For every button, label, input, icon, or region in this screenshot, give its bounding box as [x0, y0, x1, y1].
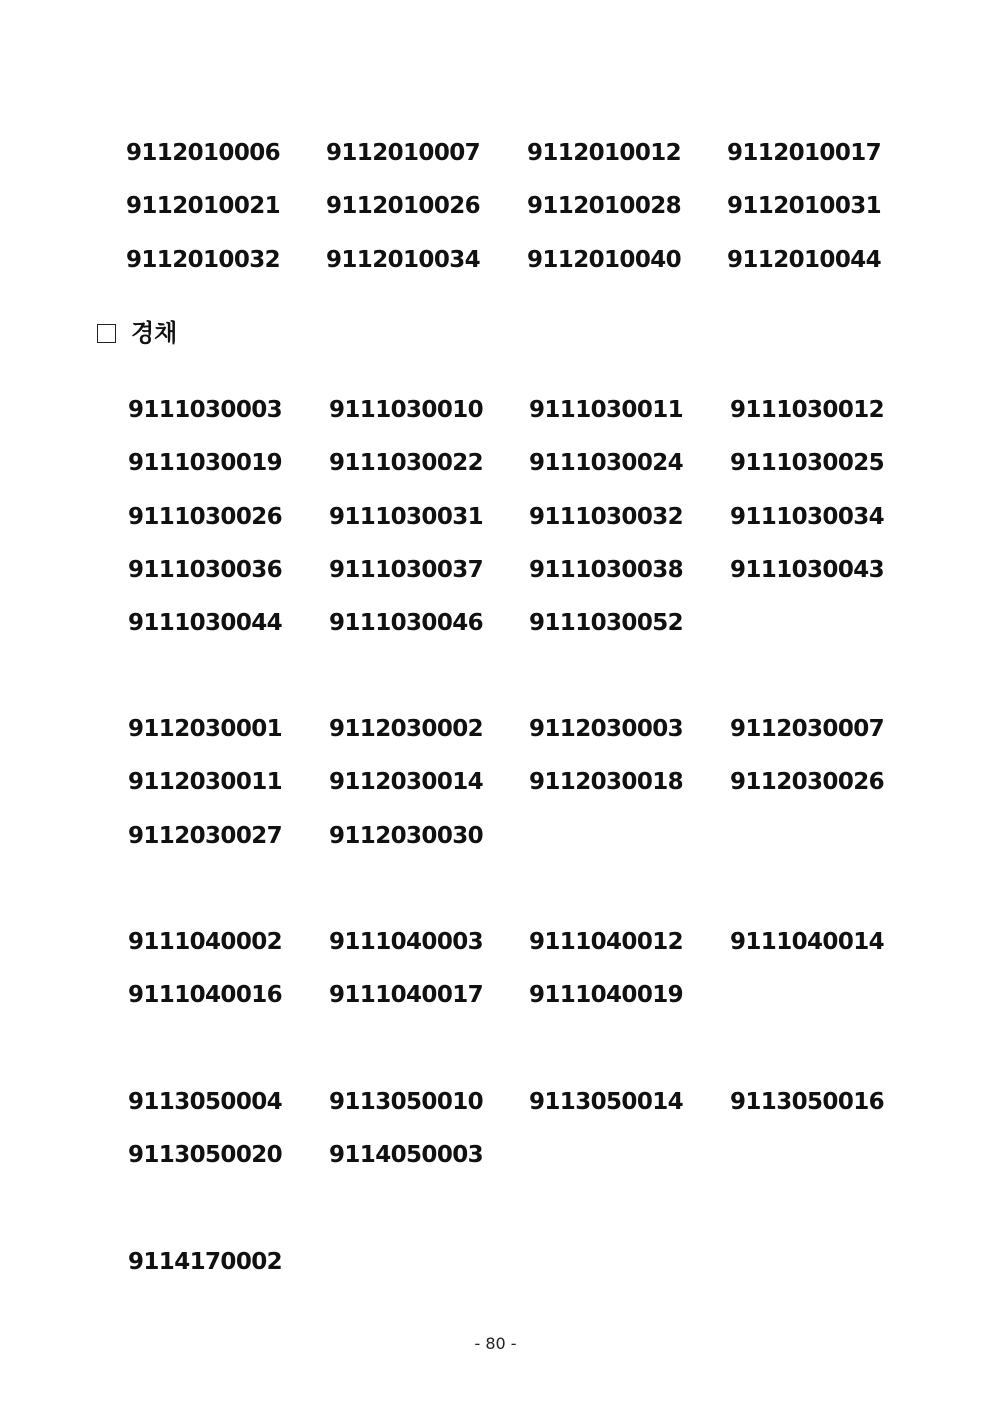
- section-heading: [97, 318, 177, 348]
- code-item: 9112030001: [128, 716, 283, 742]
- code-item: 9111040017: [329, 982, 484, 1009]
- code-item: 9113050010: [329, 1089, 484, 1115]
- code-item: 9114050003: [329, 1142, 484, 1169]
- code-item: 9111040016: [128, 982, 283, 1009]
- code-item: 9112030027: [128, 822, 283, 849]
- code-item: 9111040003: [329, 929, 484, 955]
- code-item: 9113050020: [128, 1142, 283, 1169]
- code-item: 9111040002: [128, 929, 283, 955]
- code-item: 9111030019: [128, 450, 283, 477]
- code-item: 9112030018: [529, 769, 684, 796]
- code-item: 9111040014: [730, 929, 885, 955]
- code-item: 9112030026: [730, 769, 885, 796]
- code-item: 9112030030: [329, 822, 484, 849]
- code-item: 9111030003: [128, 397, 283, 423]
- code-item: 9111030036: [128, 556, 283, 583]
- page-number: - 80 -: [474, 1334, 517, 1353]
- code-item: 9112010026: [326, 193, 481, 220]
- code-item: 9111030052: [529, 610, 684, 637]
- code-item: 9112030003: [529, 716, 684, 742]
- code-item: 9112010021: [126, 193, 281, 220]
- code-item: 9112010044: [727, 246, 882, 273]
- code-item: 9111030022: [329, 450, 484, 477]
- code-item: 9114170002: [128, 1249, 283, 1275]
- code-item: 9111030046: [329, 610, 484, 637]
- checkbox-icon: [97, 324, 116, 343]
- code-item: 9112010017: [727, 140, 882, 166]
- code-item: 9112010031: [727, 193, 882, 220]
- code-item: 9111030032: [529, 503, 684, 530]
- code-item: 9112030014: [329, 769, 484, 796]
- code-item: 9111030010: [329, 397, 484, 423]
- code-item: 9112010006: [126, 140, 281, 166]
- code-item: 9111040019: [529, 982, 684, 1009]
- code-item: 9111030038: [529, 556, 684, 583]
- code-item: 9112030002: [329, 716, 484, 742]
- code-item: 9113050016: [730, 1089, 885, 1115]
- code-item: 9112010032: [126, 246, 281, 273]
- code-item: 9111030012: [730, 397, 885, 423]
- code-item: 9112010007: [326, 140, 481, 166]
- section-heading-text: 경채: [131, 319, 178, 347]
- code-item: 9113050004: [128, 1089, 283, 1115]
- code-item: 9111030025: [730, 450, 885, 477]
- code-item: 9112010028: [527, 193, 682, 220]
- code-item: 9112030007: [730, 716, 885, 742]
- code-item: 9111030037: [329, 556, 484, 583]
- code-item: 9111030011: [529, 397, 684, 423]
- code-item: 9112010040: [527, 246, 682, 273]
- code-item: 9111040012: [529, 929, 684, 955]
- code-item: 9112030011: [128, 769, 283, 796]
- code-item: 9111030031: [329, 503, 484, 530]
- code-item: 9111030034: [730, 503, 885, 530]
- code-item: 9113050014: [529, 1089, 684, 1115]
- code-item: 9111030026: [128, 503, 283, 530]
- code-item: 9111030043: [730, 556, 885, 583]
- code-item: 9111030024: [529, 450, 684, 477]
- code-item: 9112010012: [527, 140, 682, 166]
- code-item: 9112010034: [326, 246, 481, 273]
- code-item: 9111030044: [128, 610, 283, 637]
